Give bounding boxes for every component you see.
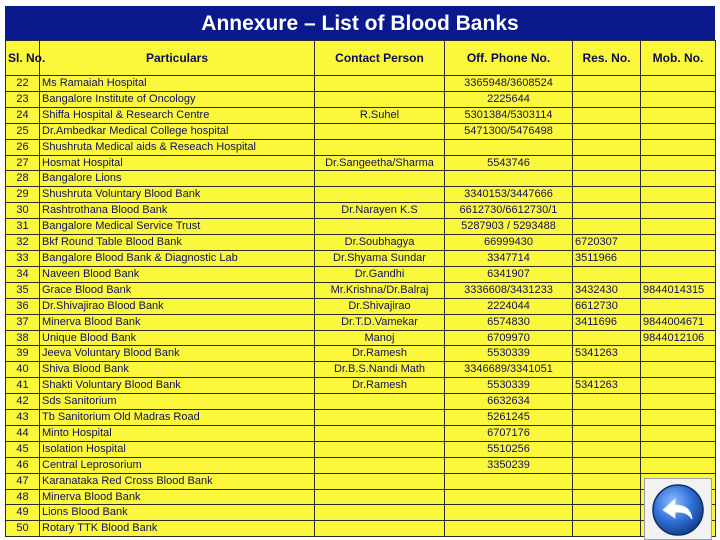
res-no-cell — [573, 330, 641, 346]
res-no-cell: 6612730 — [573, 298, 641, 314]
header-particulars: Particulars — [40, 41, 315, 76]
table-row — [6, 457, 716, 473]
sl-no-cell: 38 — [6, 330, 40, 346]
mob-no-cell: 9844012106 — [641, 330, 716, 346]
sl-no-cell: 47 — [6, 473, 40, 489]
office-phone-cell: 3346689/3341051 — [445, 362, 573, 378]
contact-person-cell: Dr.Narayen K.S — [315, 203, 445, 219]
mob-no-cell — [641, 250, 716, 266]
sl-no-cell: 34 — [6, 266, 40, 282]
contact-person-cell: Dr.T.D.Vamekar — [315, 314, 445, 330]
office-phone-cell: 5261245 — [445, 410, 573, 426]
res-no-cell — [573, 155, 641, 171]
particulars-cell: Shiffa Hospital & Research Centre — [40, 107, 315, 123]
contact-person-cell — [315, 457, 445, 473]
office-phone-cell: 3336608/3431233 — [445, 282, 573, 298]
mob-no-cell — [641, 219, 716, 235]
contact-person-cell: Dr.Soubhagya — [315, 235, 445, 251]
res-no-cell — [573, 410, 641, 426]
res-no-cell: 3411696 — [573, 314, 641, 330]
res-no-cell: 3511966 — [573, 250, 641, 266]
office-phone-cell: 5510256 — [445, 441, 573, 457]
sl-no-cell: 25 — [6, 123, 40, 139]
contact-person-cell: Mr.Krishna/Dr.Balraj — [315, 282, 445, 298]
office-phone-cell: 2224044 — [445, 298, 573, 314]
particulars-cell: Minerva Blood Bank — [40, 489, 315, 505]
particulars-cell: Bkf Round Table Blood Bank — [40, 235, 315, 251]
table-row — [6, 219, 716, 235]
mob-no-cell — [641, 441, 716, 457]
particulars-cell: Central Leprosorium — [40, 457, 315, 473]
sl-no-cell: 45 — [6, 441, 40, 457]
office-phone-cell: 5530339 — [445, 346, 573, 362]
contact-person-cell — [315, 91, 445, 107]
header-office-phone: Off. Phone No. — [445, 41, 573, 76]
sl-no-cell: 35 — [6, 282, 40, 298]
table-row — [6, 394, 716, 410]
particulars-cell: Naveen Blood Bank — [40, 266, 315, 282]
header-contact-person: Contact Person — [315, 41, 445, 76]
contact-person-cell — [315, 521, 445, 537]
table-row — [6, 139, 716, 155]
mob-no-cell — [641, 187, 716, 203]
table-row — [6, 505, 716, 521]
particulars-cell: Dr.Ambedkar Medical College hospital — [40, 123, 315, 139]
table-row — [6, 410, 716, 426]
sl-no-cell: 22 — [6, 76, 40, 92]
contact-person-cell — [315, 441, 445, 457]
particulars-cell: Minerva Blood Bank — [40, 314, 315, 330]
table-row — [6, 298, 716, 314]
mob-no-cell — [641, 171, 716, 187]
office-phone-cell: 3365948/3608524 — [445, 76, 573, 92]
res-no-cell: 6720307 — [573, 235, 641, 251]
particulars-cell: Isolation Hospital — [40, 441, 315, 457]
contact-person-cell: Dr.B.S.Nandi Math — [315, 362, 445, 378]
res-no-cell — [573, 187, 641, 203]
sl-no-cell: 39 — [6, 346, 40, 362]
particulars-cell: Unique Blood Bank — [40, 330, 315, 346]
table-row — [6, 489, 716, 505]
sl-no-cell: 36 — [6, 298, 40, 314]
office-phone-cell: 5530339 — [445, 378, 573, 394]
sl-no-cell: 29 — [6, 187, 40, 203]
table-row — [6, 187, 716, 203]
mob-no-cell: 9844014315 — [641, 282, 716, 298]
contact-person-cell — [315, 410, 445, 426]
table-row — [6, 314, 716, 330]
header-mob-no: Mob. No. — [641, 41, 716, 76]
contact-person-cell — [315, 489, 445, 505]
back-arrow-icon — [645, 479, 711, 539]
res-no-cell — [573, 91, 641, 107]
mob-no-cell — [641, 425, 716, 441]
res-no-cell — [573, 219, 641, 235]
contact-person-cell — [315, 139, 445, 155]
sl-no-cell: 50 — [6, 521, 40, 537]
mob-no-cell — [641, 362, 716, 378]
contact-person-cell — [315, 505, 445, 521]
particulars-cell: Bangalore Blood Bank & Diagnostic Lab — [40, 250, 315, 266]
mob-no-cell — [641, 155, 716, 171]
particulars-cell: Grace Blood Bank — [40, 282, 315, 298]
sl-no-cell: 40 — [6, 362, 40, 378]
sl-no-cell: 46 — [6, 457, 40, 473]
sl-no-cell: 42 — [6, 394, 40, 410]
sl-no-cell: 27 — [6, 155, 40, 171]
contact-person-cell: Dr.Sangeetha/Sharma — [315, 155, 445, 171]
sl-no-cell: 49 — [6, 505, 40, 521]
table-row — [6, 266, 716, 282]
table-row — [6, 473, 716, 489]
particulars-cell: Ms Ramaiah Hospital — [40, 76, 315, 92]
contact-person-cell: R.Suhel — [315, 107, 445, 123]
office-phone-cell — [445, 171, 573, 187]
office-phone-cell: 3350239 — [445, 457, 573, 473]
mob-no-cell — [641, 91, 716, 107]
contact-person-cell — [315, 123, 445, 139]
table-row — [6, 250, 716, 266]
mob-no-cell — [641, 394, 716, 410]
res-no-cell — [573, 171, 641, 187]
particulars-cell: Bangalore Lions — [40, 171, 315, 187]
res-no-cell — [573, 473, 641, 489]
mob-no-cell — [641, 203, 716, 219]
office-phone-cell: 6707176 — [445, 425, 573, 441]
sl-no-cell: 37 — [6, 314, 40, 330]
res-no-cell — [573, 76, 641, 92]
table-row — [6, 346, 716, 362]
sl-no-cell: 43 — [6, 410, 40, 426]
table-row — [6, 91, 716, 107]
office-phone-cell: 6709970 — [445, 330, 573, 346]
sl-no-cell: 33 — [6, 250, 40, 266]
office-phone-cell: 66999430 — [445, 235, 573, 251]
mob-no-cell — [641, 378, 716, 394]
contact-person-cell: Dr.Shivajirao — [315, 298, 445, 314]
res-no-cell — [573, 489, 641, 505]
table-row — [6, 378, 716, 394]
contact-person-cell — [315, 219, 445, 235]
contact-person-cell — [315, 171, 445, 187]
sl-no-cell: 31 — [6, 219, 40, 235]
contact-person-cell — [315, 76, 445, 92]
res-no-cell — [573, 107, 641, 123]
particulars-cell: Rashtrothana Blood Bank — [40, 203, 315, 219]
particulars-cell: Shiva Blood Bank — [40, 362, 315, 378]
mob-no-cell — [641, 235, 716, 251]
res-no-cell — [573, 441, 641, 457]
particulars-cell: Hosmat Hospital — [40, 155, 315, 171]
back-button[interactable] — [644, 478, 712, 540]
table-row — [6, 155, 716, 171]
office-phone-cell — [445, 139, 573, 155]
table-row — [6, 282, 716, 298]
particulars-cell: Shakti Voluntary Blood Bank — [40, 378, 315, 394]
office-phone-cell — [445, 473, 573, 489]
sl-no-cell: 44 — [6, 425, 40, 441]
header-res-no: Res. No. — [573, 41, 641, 76]
sl-no-cell: 28 — [6, 171, 40, 187]
office-phone-cell: 6574830 — [445, 314, 573, 330]
sl-no-cell: 32 — [6, 235, 40, 251]
mob-no-cell — [641, 410, 716, 426]
contact-person-cell: Manoj — [315, 330, 445, 346]
particulars-cell: Jeeva Voluntary Blood Bank — [40, 346, 315, 362]
office-phone-cell — [445, 489, 573, 505]
res-no-cell — [573, 394, 641, 410]
contact-person-cell: Dr.Shyama Sundar — [315, 250, 445, 266]
res-no-cell — [573, 139, 641, 155]
res-no-cell — [573, 521, 641, 537]
table-row — [6, 425, 716, 441]
res-no-cell: 5341263 — [573, 346, 641, 362]
contact-person-cell: Dr.Gandhi — [315, 266, 445, 282]
particulars-cell: Sds Sanitorium — [40, 394, 315, 410]
mob-no-cell — [641, 298, 716, 314]
mob-no-cell: 9844004671 — [641, 314, 716, 330]
particulars-cell: Minto Hospital — [40, 425, 315, 441]
particulars-cell: Rotary TTK Blood Bank — [40, 521, 315, 537]
table-row — [6, 521, 716, 537]
mob-no-cell — [641, 346, 716, 362]
office-phone-cell — [445, 521, 573, 537]
sl-no-cell: 23 — [6, 91, 40, 107]
table-row — [6, 235, 716, 251]
header-sl-no: Sl. No. — [6, 41, 40, 76]
contact-person-cell: Dr.Ramesh — [315, 378, 445, 394]
sl-no-cell: 24 — [6, 107, 40, 123]
table-row — [6, 330, 716, 346]
contact-person-cell: Dr.Ramesh — [315, 346, 445, 362]
office-phone-cell: 5543746 — [445, 155, 573, 171]
office-phone-cell: 6632634 — [445, 394, 573, 410]
particulars-cell: Shushruta Medical aids & Reseach Hospital — [40, 139, 315, 155]
contact-person-cell — [315, 473, 445, 489]
table-row — [6, 362, 716, 378]
office-phone-cell: 5301384/5303114 — [445, 107, 573, 123]
mob-no-cell — [641, 123, 716, 139]
particulars-cell: Karanataka Red Cross Blood Bank — [40, 473, 315, 489]
contact-person-cell — [315, 394, 445, 410]
table-row — [6, 107, 716, 123]
office-phone-cell: 3340153/3447666 — [445, 187, 573, 203]
res-no-cell: 3432430 — [573, 282, 641, 298]
office-phone-cell: 2225644 — [445, 91, 573, 107]
particulars-cell: Tb Sanitorium Old Madras Road — [40, 410, 315, 426]
sl-no-cell: 30 — [6, 203, 40, 219]
particulars-cell: Bangalore Medical Service Trust — [40, 219, 315, 235]
res-no-cell — [573, 362, 641, 378]
blood-bank-table — [5, 40, 716, 537]
table-row — [6, 76, 716, 92]
mob-no-cell — [641, 457, 716, 473]
mob-no-cell — [641, 266, 716, 282]
sl-no-cell: 41 — [6, 378, 40, 394]
res-no-cell — [573, 505, 641, 521]
res-no-cell — [573, 203, 641, 219]
mob-no-cell — [641, 107, 716, 123]
contact-person-cell — [315, 425, 445, 441]
sl-no-cell: 48 — [6, 489, 40, 505]
table-row — [6, 441, 716, 457]
mob-no-cell — [641, 76, 716, 92]
page-title: Annexure – List of Blood Banks — [5, 6, 715, 40]
res-no-cell — [573, 457, 641, 473]
office-phone-cell: 6612730/6612730/1 — [445, 203, 573, 219]
sl-no-cell: 26 — [6, 139, 40, 155]
particulars-cell: Lions Blood Bank — [40, 505, 315, 521]
table-row — [6, 123, 716, 139]
res-no-cell — [573, 123, 641, 139]
office-phone-cell: 6341907 — [445, 266, 573, 282]
mob-no-cell — [641, 139, 716, 155]
contact-person-cell — [315, 187, 445, 203]
res-no-cell — [573, 425, 641, 441]
res-no-cell — [573, 266, 641, 282]
office-phone-cell — [445, 505, 573, 521]
table-row — [6, 171, 716, 187]
particulars-cell: Dr.Shivajirao Blood Bank — [40, 298, 315, 314]
office-phone-cell: 5471300/5476498 — [445, 123, 573, 139]
office-phone-cell: 3347714 — [445, 250, 573, 266]
particulars-cell: Bangalore Institute of Oncology — [40, 91, 315, 107]
office-phone-cell: 5287903 / 5293488 — [445, 219, 573, 235]
particulars-cell: Shushruta Voluntary Blood Bank — [40, 187, 315, 203]
res-no-cell: 5341263 — [573, 378, 641, 394]
table-header-row — [6, 41, 716, 76]
table-row — [6, 203, 716, 219]
